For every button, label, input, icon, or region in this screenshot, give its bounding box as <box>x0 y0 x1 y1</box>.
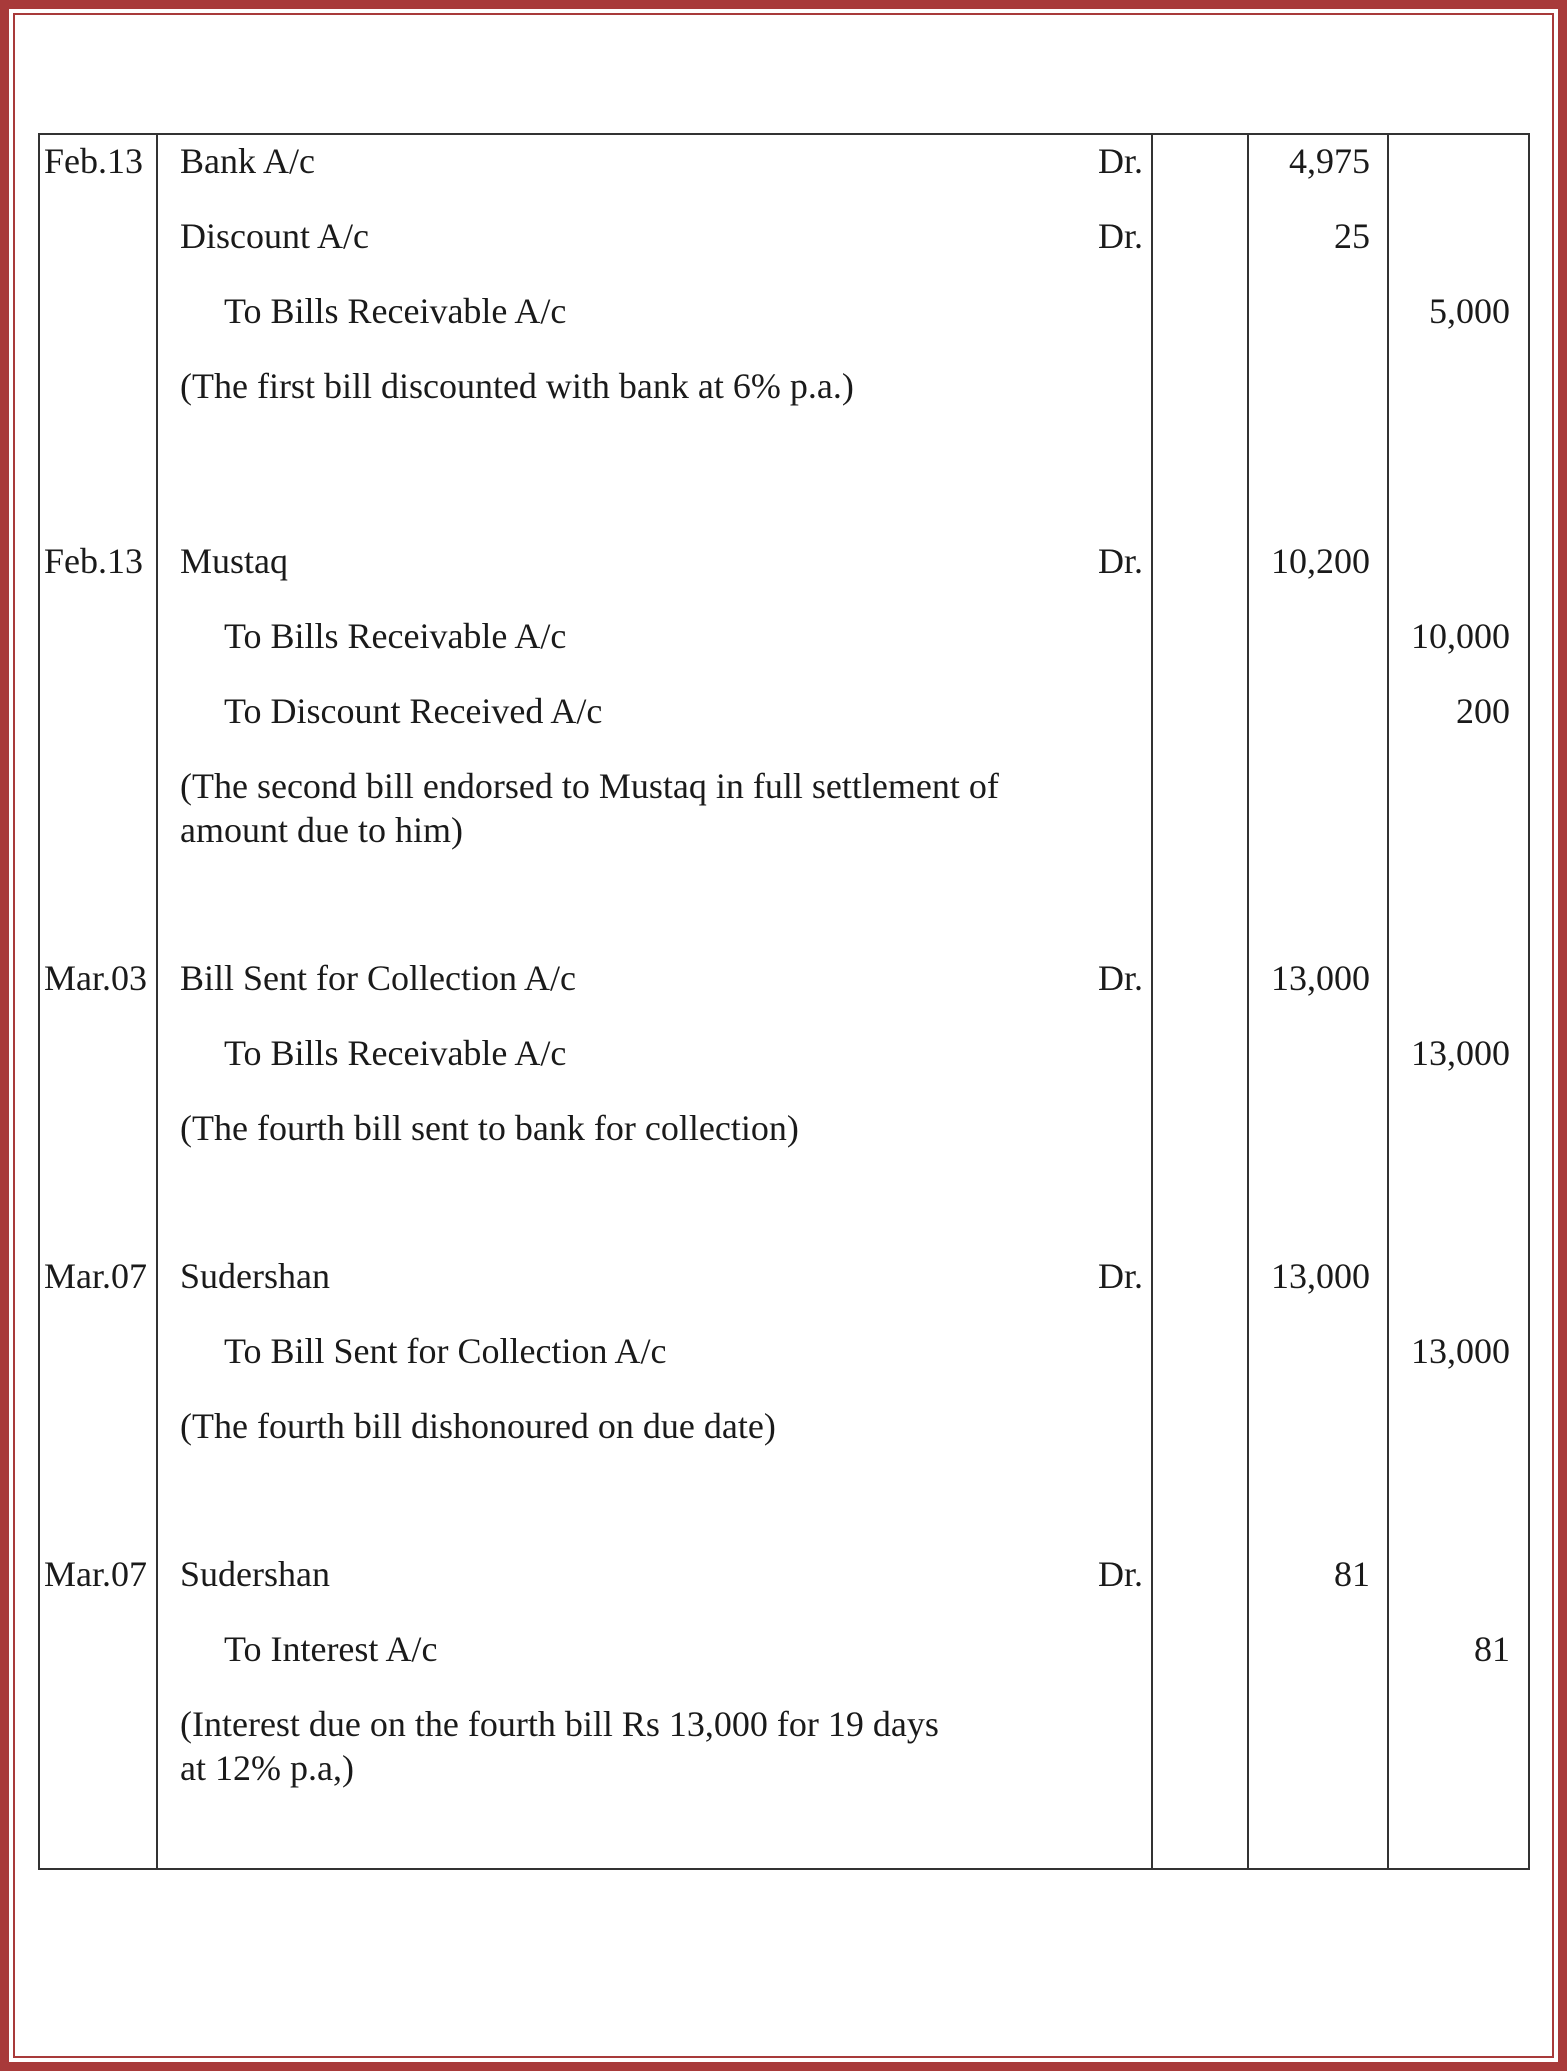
credit-amount: 10,000 <box>1411 616 1510 656</box>
dr-marker: Dr. <box>1098 1256 1143 1296</box>
dr-marker: Dr. <box>1098 216 1143 256</box>
journal-table <box>38 133 1530 1870</box>
dr-marker: Dr. <box>1098 1554 1143 1594</box>
particular-debit-account: Sudershan <box>180 1256 330 1296</box>
column-divider-particulars <box>1151 135 1153 1868</box>
dr-marker: Dr. <box>1098 141 1143 181</box>
credit-amount: 200 <box>1456 691 1510 731</box>
narration-line: (The second bill endorsed to Mustaq in full settlement of <box>180 766 999 806</box>
debit-amount: 81 <box>1334 1554 1370 1594</box>
entry-date: Mar.07 <box>44 1256 147 1296</box>
particular-debit-account: Mustaq <box>180 541 288 581</box>
dr-marker: Dr. <box>1098 958 1143 998</box>
narration: (The fourth bill dishonoured on due date) <box>180 1406 776 1446</box>
credit-amount: 13,000 <box>1411 1033 1510 1073</box>
narration: (The fourth bill sent to bank for collection) <box>180 1108 799 1148</box>
credit-amount: 13,000 <box>1411 1331 1510 1371</box>
particular-credit-account: To Bills Receivable A/c <box>224 616 567 656</box>
credit-amount: 81 <box>1474 1629 1510 1669</box>
column-divider-debit <box>1387 135 1389 1868</box>
column-divider-lf <box>1247 135 1249 1868</box>
particular-debit-account: Bank A/c <box>180 141 315 181</box>
narration-line: amount due to him) <box>180 810 463 850</box>
credit-amount: 5,000 <box>1429 291 1510 331</box>
particular-credit-account: To Discount Received A/c <box>224 691 603 731</box>
entry-date: Mar.07 <box>44 1554 147 1594</box>
debit-amount: 13,000 <box>1271 958 1370 998</box>
debit-amount: 4,975 <box>1289 141 1370 181</box>
column-divider-date <box>156 135 158 1868</box>
debit-amount: 10,200 <box>1271 541 1370 581</box>
particular-credit-account: To Bill Sent for Collection A/c <box>224 1331 667 1371</box>
particular-credit-account: To Bills Receivable A/c <box>224 1033 567 1073</box>
debit-amount: 13,000 <box>1271 1256 1370 1296</box>
narration: (The first bill discounted with bank at 6% p.a.) <box>180 366 854 406</box>
narration-line: (Interest due on the fourth bill Rs 13,000 for 19 days <box>180 1704 939 1744</box>
narration-line: at 12% p.a,) <box>180 1748 354 1788</box>
particular-debit-account: Sudershan <box>180 1554 330 1594</box>
debit-amount: 25 <box>1334 216 1370 256</box>
particular-debit-account: Discount A/c <box>180 216 369 256</box>
particular-debit-account: Bill Sent for Collection A/c <box>180 958 576 998</box>
entry-date: Feb.13 <box>44 541 143 581</box>
dr-marker: Dr. <box>1098 541 1143 581</box>
entry-date: Mar.03 <box>44 958 147 998</box>
particular-credit-account: To Bills Receivable A/c <box>224 291 567 331</box>
entry-date: Feb.13 <box>44 141 143 181</box>
particular-credit-account: To Interest A/c <box>224 1629 438 1669</box>
